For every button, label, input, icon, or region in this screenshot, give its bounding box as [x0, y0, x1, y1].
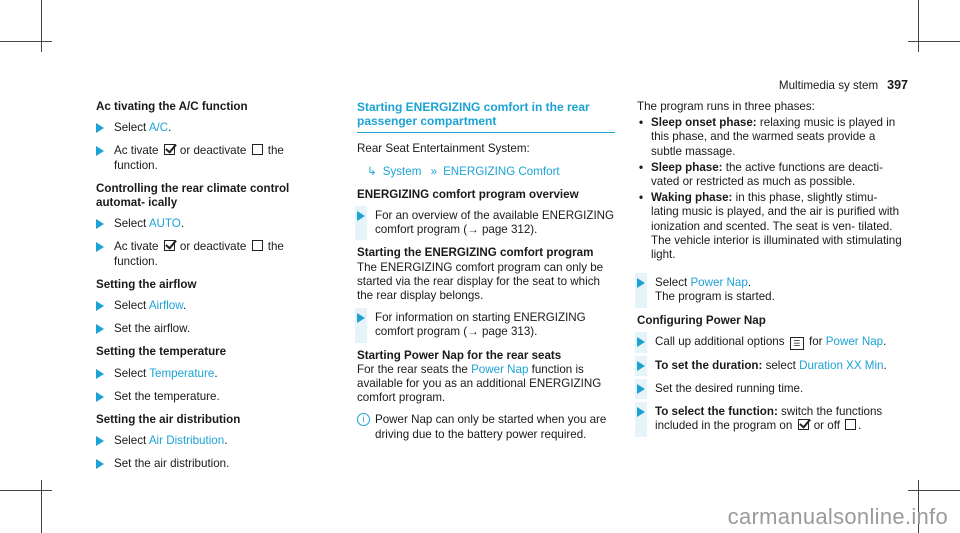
step-arrow-icon [637, 384, 645, 394]
step-select-auto: Select AUTO. [96, 217, 326, 231]
menu-item-auto[interactable]: AUTO [148, 217, 181, 231]
starting-text: The ENERGIZING comfort program can only be started via the rear display for the seat to which the rear display belongs. [357, 260, 604, 303]
heading-power-nap: Starting Power Nap for the rear seats [357, 348, 562, 362]
menu-item-air-distribution[interactable]: Air Distribution [148, 434, 225, 448]
step-arrow-icon [637, 337, 645, 347]
step-set-temperature: Set the temperature. [96, 390, 326, 404]
step-options: Call up additional options ☰ for Power Nap. [637, 335, 907, 350]
info-icon: i [357, 413, 370, 426]
step-arrow-icon [637, 407, 645, 417]
menu-item-power-nap[interactable]: Power Nap [825, 334, 884, 348]
list-item: • Sleep onset phase: relaxing music is played in this phase, and the warmed seats provide a subtle massage. [637, 116, 907, 159]
step-running-time: Set the desired running time. [637, 382, 907, 396]
heading-overview: ENERGIZING comfort program overview [357, 187, 579, 201]
step-select-temperature: Select Temperature. [96, 367, 326, 381]
heading-ac: Ac tivating the A/C function [96, 100, 248, 113]
phases-intro: The program runs in three phases: [637, 100, 815, 113]
step-starting-info: For information on starting ENERGIZING comfort program (→ page 313). [357, 311, 615, 339]
checkbox-checked-icon [798, 419, 809, 430]
step-arrow-icon [96, 219, 104, 229]
step-arrow-icon [96, 242, 104, 252]
menu-item-power-nap[interactable]: Power Nap [690, 276, 748, 290]
crop-mark [0, 490, 52, 491]
heading-air-distribution: Setting the air distribution [96, 413, 241, 427]
column-middle [357, 100, 615, 450]
checkbox-empty-icon [845, 419, 856, 430]
step-activate-ac: Ac tivate or deactivate the function. [96, 144, 326, 172]
heading-climate-auto: Controlling the rear climate control automat‐ ically [96, 181, 290, 210]
column-right [637, 100, 907, 443]
step-set-airflow: Set the airflow. [96, 322, 326, 336]
heading-configuring: Configuring Power Nap [637, 313, 766, 327]
step-arrow-icon [96, 301, 104, 311]
step-select-air-distribution: Select Air Distribution. [96, 434, 326, 448]
step-duration: To set the duration: select Duration XX Min. [637, 359, 907, 373]
step-arrow-icon [357, 313, 365, 323]
watermark: carmanualsonline.info [727, 504, 948, 529]
power-nap-text: For the rear seats the Power Nap function is available for you as an additional ENERGIZING comfort program. [357, 362, 602, 405]
menu-item-airflow[interactable]: Airflow [148, 299, 183, 313]
path-energizing-comfort[interactable]: ENERGIZING Comfort [443, 164, 560, 178]
step-activate-auto: Ac tivate or deactivate the function. [96, 240, 326, 268]
page-header [779, 78, 908, 93]
step-result: The program is started. [655, 290, 775, 304]
crop-mark [908, 490, 960, 491]
column-left [96, 100, 326, 481]
step-select-ac: Select A/C. [96, 121, 326, 135]
step-arrow-icon [96, 392, 104, 402]
heading-temperature: Setting the temperature [96, 345, 227, 359]
heading-starting: Starting the ENERGIZING comfort program [357, 246, 594, 260]
crop-mark [41, 0, 42, 52]
step-select-power-nap: Select Power Nap. The program is started. [637, 276, 907, 304]
system-label: Rear Seat Entertainment System: [357, 142, 530, 156]
step-arrow-icon [357, 211, 365, 221]
crop-mark [908, 41, 960, 42]
list-item: • Sleep phase: the active functions are deacti‐ vated or restricted as much as possible. [637, 161, 907, 189]
page-number: 397 [887, 78, 908, 92]
section-name: Multimedia sy stem [778, 79, 879, 92]
path-system[interactable]: System [382, 164, 422, 178]
options-icon: ☰ [790, 337, 804, 350]
step-arrow-icon [96, 369, 104, 379]
info-note: i Power Nap can only be started when you are driving due to the battery power required. [357, 413, 615, 441]
menu-path [367, 165, 615, 179]
heading-airflow: Setting the airflow [96, 277, 197, 291]
step-set-air-distribution: Set the air distribution. [96, 457, 326, 471]
checkbox-checked-icon [164, 144, 175, 155]
checkbox-empty-icon [252, 240, 263, 251]
step-arrow-icon [637, 278, 645, 288]
path-return-icon: ↳ [367, 164, 377, 178]
crop-mark [0, 41, 52, 42]
crop-mark [41, 480, 42, 533]
menu-item-power-nap[interactable]: Power Nap [471, 362, 529, 376]
step-select-airflow: Select Airflow. [96, 299, 326, 313]
step-arrow-icon [96, 459, 104, 469]
checkbox-empty-icon [252, 144, 263, 155]
step-overview: For an overview of the available ENERGIZING comfort program (→ page 312). [357, 209, 615, 237]
checkbox-checked-icon [164, 240, 175, 251]
step-arrow-icon [96, 146, 104, 156]
step-arrow-icon [96, 324, 104, 334]
step-select-function: To select the function: switch the functions included in the program on or off . [637, 405, 907, 433]
crop-mark [918, 0, 919, 52]
list-item: • Waking phase: in this phase, slightly stimu‐ lating music is played, and the air is purified with ionization and scented. The seat is ven‐ tilated. The vehicle interior is illuminated with stimulating light. [637, 191, 907, 262]
step-arrow-icon [637, 361, 645, 371]
phases-list [637, 116, 907, 262]
menu-item-temperature[interactable]: Temperature [149, 366, 215, 380]
menu-item-ac[interactable]: A/C [148, 121, 169, 135]
path-chevron-icon: » [430, 164, 438, 178]
section-title: Starting ENERGIZING comfort in the rear passenger compartment [357, 100, 615, 133]
step-arrow-icon [96, 436, 104, 446]
step-arrow-icon [96, 123, 104, 133]
menu-item-duration[interactable]: Duration XX Min [799, 358, 884, 372]
